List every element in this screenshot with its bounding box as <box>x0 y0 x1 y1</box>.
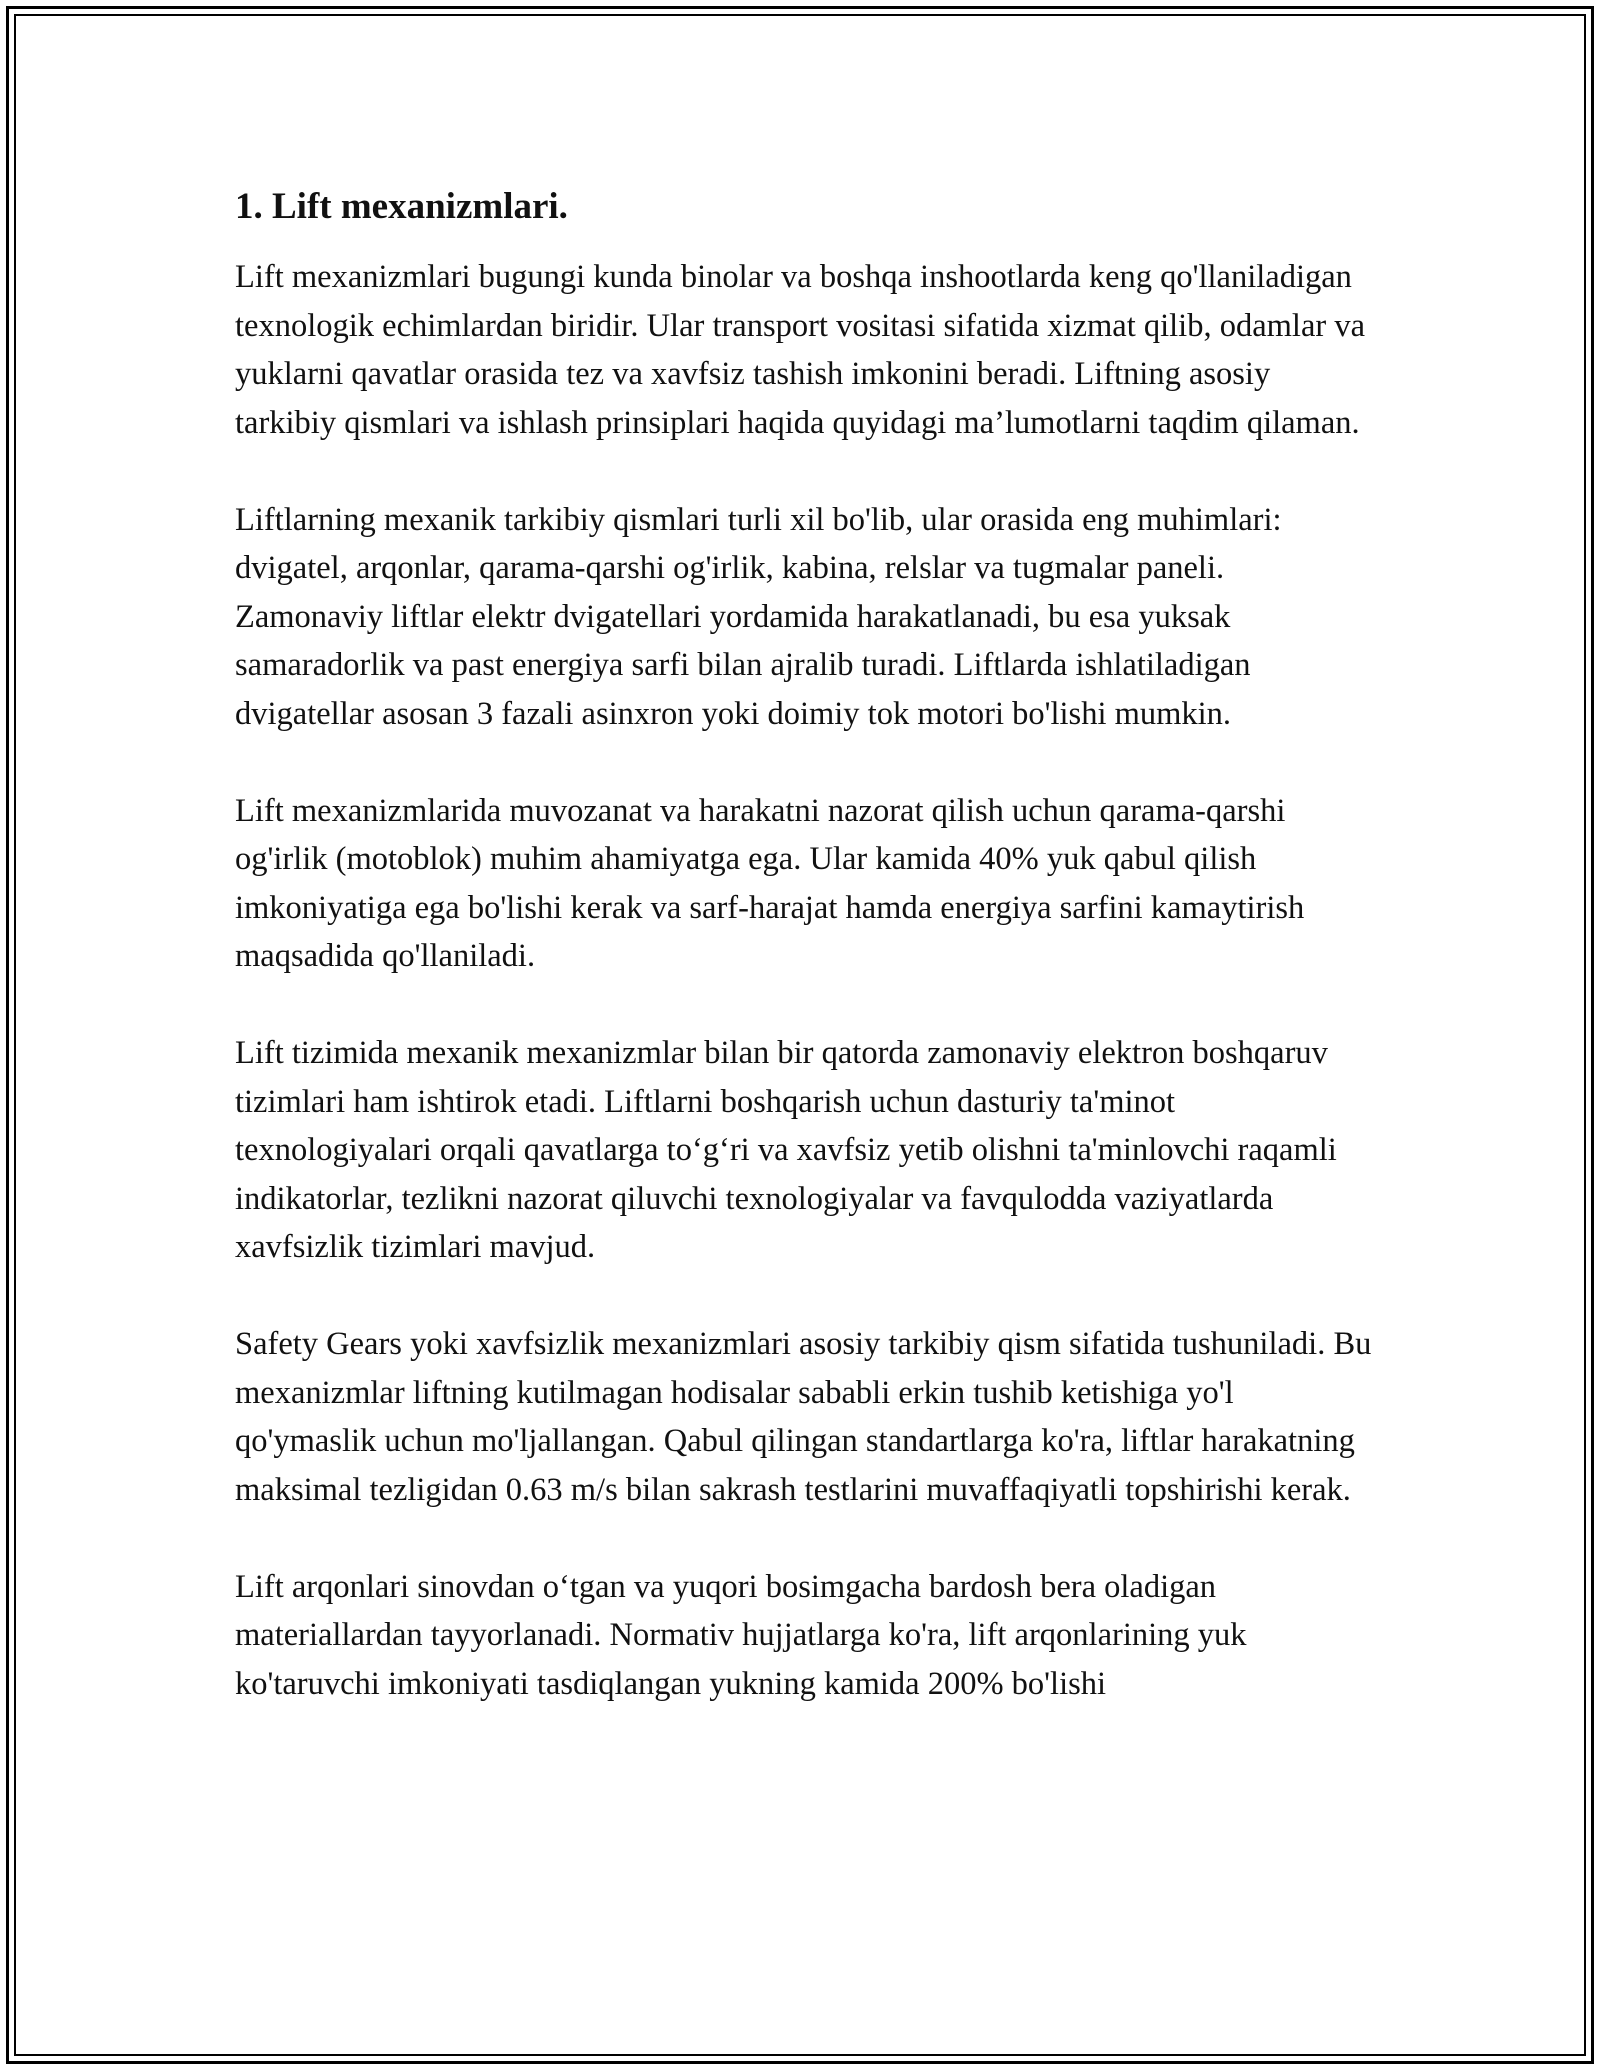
paragraph-intro: Lift mexanizmlari bugungi kunda binolar va boshqa inshootlarda keng qo'llaniladigan texnologik echimlardan biridir. Ular transport vositasi sifatida xizmat qilib, odamlar va yuklarni qavatlar orasida tez va xavfsiz tashish imkonini beradi. Liftning asosiy tarkibiy qismlari va ishlash prinsiplari haqida quyidagi ma’lumotlarni taqdim qilaman. <box>235 259 1365 441</box>
document-title: 1. Lift mexanizmlari. <box>235 186 568 227</box>
paragraph-safety-gears: Safety Gears yoki xavfsizlik mexanizmlari asosiy tarkibiy qism sifatida tushuniladi. Bu mexanizmlar liftning kutilmagan hodisalar sababli erkin tushib ketishiga yo'l qo'ymaslik uchun mo'ljallangan. Qabul qilingan standartlarga ko'ra, liftlar harakatning maksimal tezligidan 0.63 m/s bilan sakrash testlarini muvaffaqiyatli topshirishi kerak. <box>235 1326 1372 1508</box>
paragraph-mechanical-parts: Liftlarning mexanik tarkibiy qismlari turli xil bo'lib, ular orasida eng muhimlari: dvigatel, arqonlar, qarama-qarshi og'irlik, kabina, relslar va tugmalar paneli. Zamonaviy liftlar elektr dvigatellari yordamida harakatlanadi, bu esa yuksak samaradorlik va past energiya sarfi bilan ajralib turadi. Liftlarda ishlatiladigan dvigatellar asosan 3 fazali asinxron yoki doimiy tok motori bo'lishi mumkin. <box>235 501 1282 732</box>
paragraph-lift-ropes: Lift arqonlari sinovdan o‘tgan va yuqori bosimgacha bardosh bera oladigan materiallardan tayyorlanadi. Normativ hujjatlarga ko'ra, lift arqonlarining yuk ko'taruvchi imkoniyati tasdiqlangan yukning kamida 200% bo'lishi <box>235 1568 1247 1702</box>
paragraph-counterweight: Lift mexanizmlarida muvozanat va harakatni nazorat qilish uchun qarama-qarshi og'irlik (motoblok) muhim ahamiyatga ega. Ular kamida 40% yuk qabul qilish imkoniyatiga ega bo'lishi kerak va sarf-harajat hamda energiya sarfini kamaytirish maqsadida qo'llaniladi. <box>235 792 1305 974</box>
document-body <box>235 183 1375 1757</box>
paragraph-electronic-control: Lift tizimida mexanik mexanizmlar bilan bir qatorda zamonaviy elektron boshqaruv tizimlari ham ishtirok etadi. Liftlarni boshqarish uchun dasturiy ta'minot texnologiyalari orqali qavatlarga to‘g‘ri va xavfsiz yetib olishni ta'minlovchi raqamli indikatorlar, tezlikni nazorat qiluvchi texnologiyalar va favqulodda vaziyatlarda xavfsizlik tizimlari mavjud. <box>235 1035 1337 1265</box>
